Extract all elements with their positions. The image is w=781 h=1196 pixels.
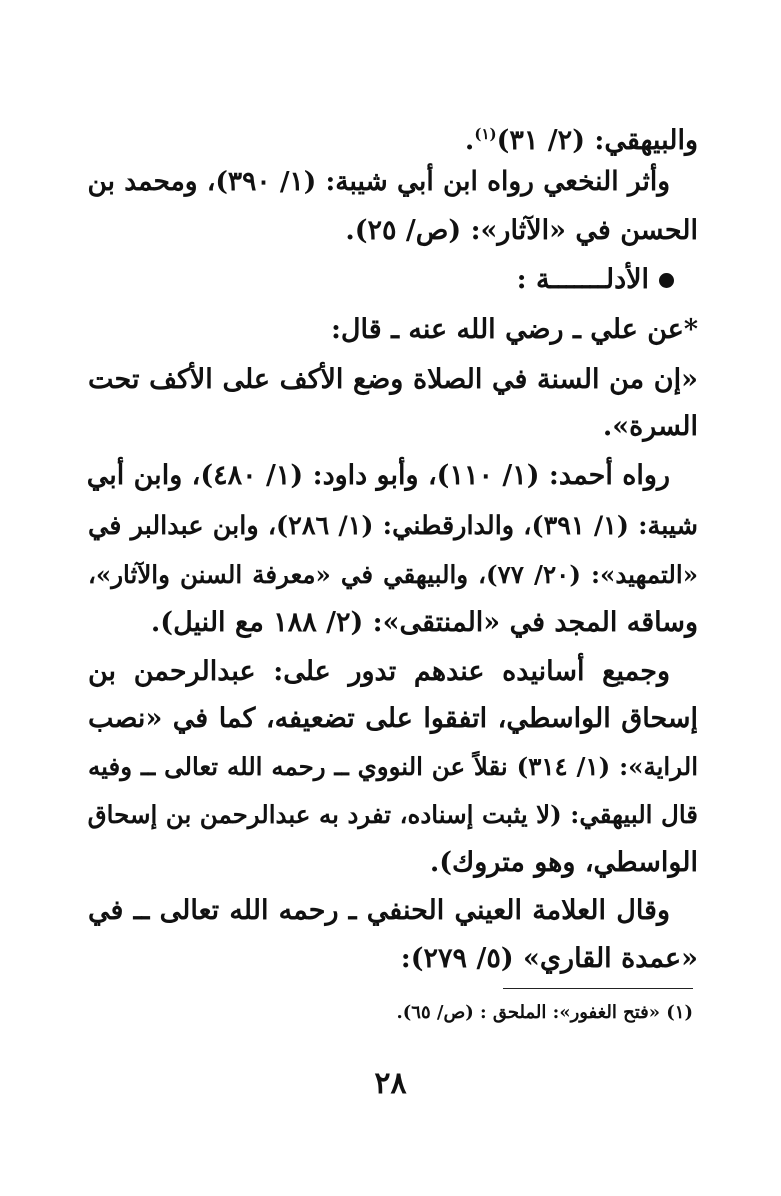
section-heading-label: الأدلـــــــة : [516,264,649,295]
page-number: ٢٨ [374,1066,407,1101]
text-line-1-end: . [464,125,475,156]
text-line-5: *عن علي ـ رضي الله عنه ـ قال: [330,314,698,345]
text-line-11: وساقه المجد في «المنتقى»: (٢/ ١٨٨ مع النيل). [150,607,698,638]
section-heading [88,258,698,302]
text-line-16: الواسطي، وهو متروك). [429,847,698,878]
text-line-1-body: والبيهقي: (٢/ ٣١) [496,125,698,156]
text-line-13: إسحاق الواسطي، اتفقوا على تضعيفه، كما في «نصب [88,703,698,734]
text-line-2: وأثر النخعي رواه ابن أبي شيبة: (١/ ٣٩٠)، ومحمد بن [87,166,670,197]
text-line-9: شيبة: (١/ ٣٩١)، والدارقطني: (١/ ٢٨٦)، وابن عبدالبر في [88,511,698,541]
text-line-18: «عمدة القاري» (٥/ ٢٧٩): [400,943,698,974]
footnote-reference: (١) [474,125,497,143]
text-line-8: رواه أحمد: (١/ ١١٠)، وأبو داود: (١/ ٤٨٠)، وابن أبي [86,460,670,491]
bullet-dot-icon [659,273,674,288]
text-line-10: «التمهيد»: (٢٠/ ٧٧)، والبيهقي في «معرفة السنن والآثار»، [88,560,699,589]
text-line-15: قال البيهقي: (لا يثبت إسناده، تفرد به عبدالرحمن بن إسحاق [87,800,698,829]
text-line-17: وقال العلامة العيني الحنفي ـ رحمه الله تعالى ــ في [88,895,670,926]
text-line-14: الراية»: (١/ ٣١٤) نقلاً عن النووي ــ رحمه الله تعالى ــ وفيه [88,752,699,781]
text-line-7: السرة». [602,411,698,442]
text-line-12: وجميع أسانيده عندهم تدور على: عبدالرحمن بن [88,656,670,687]
footnote: (١) «فتح الغفور»: الملحق : (ص/ ٦٥). [396,1002,693,1023]
text-line-1 [88,112,698,156]
text-line-6: «إن من السنة في الصلاة وضع الأكف على الأكف تحت [88,364,698,395]
text-line-3: الحسن في «الآثار»: (ص/ ٢٥). [345,215,698,246]
footnote-divider [503,988,693,989]
